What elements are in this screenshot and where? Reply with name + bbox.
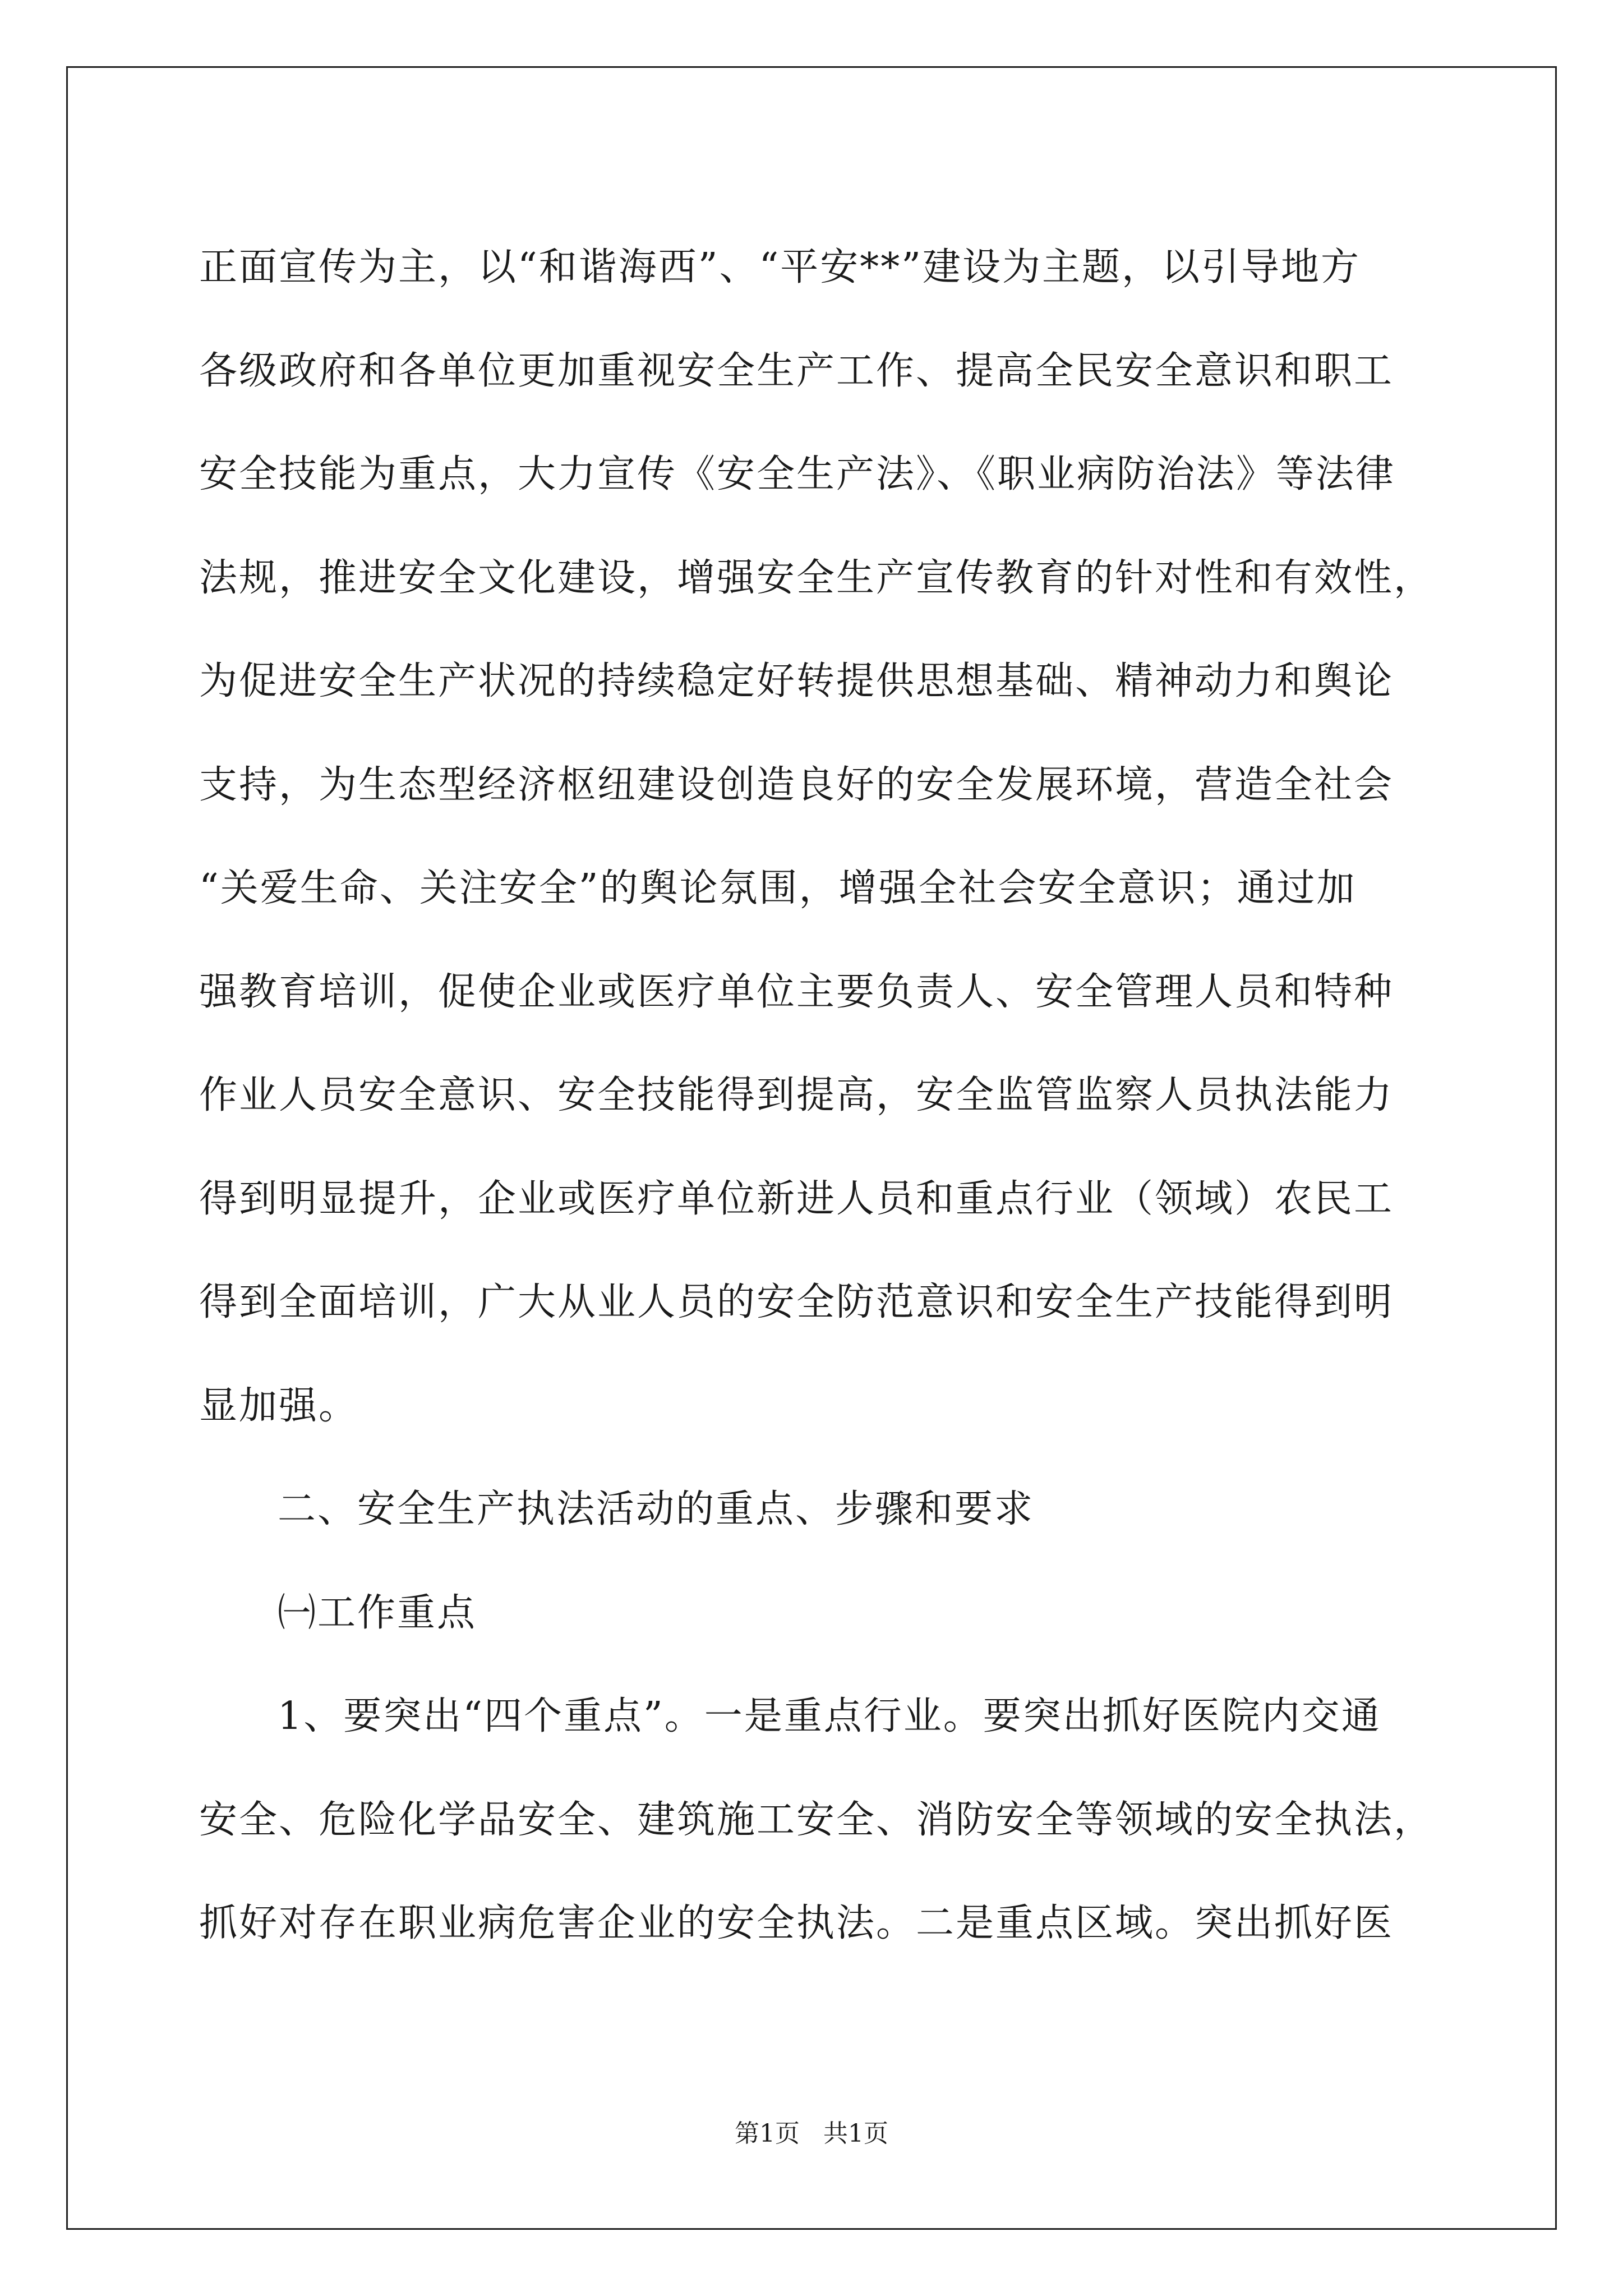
paragraph-line: 1、要突出“四个重点”。一是重点行业。要突出抓好医院内交通 <box>278 1694 1381 1738</box>
paragraph-line: 作业人员安全意识、安全技能得到提高，安全监管监察人员执法能力 <box>199 1073 1394 1117</box>
paragraph-line: 正面宣传为主，以“和谐海西”、“平安**”建设为主题，以引导地方 <box>199 245 1361 289</box>
document-body <box>199 216 1433 1976</box>
paragraph-line: 强教育培训，促使企业或医疗单位主要负责人、安全管理人员和特种 <box>199 969 1394 1014</box>
paragraph-line: 各级政府和各单位更加重视安全生产工作、提高全民安全意识和职工 <box>199 348 1394 393</box>
paragraph-line: 支持，为生态型经济枢纽建设创造良好的安全发展环境，营造全社会 <box>199 762 1394 807</box>
paragraph-line: 得到全面培训，广大从业人员的安全防范意识和安全生产技能得到明 <box>199 1280 1394 1324</box>
paragraph-line: 为促进安全生产状况的持续稳定好转提供思想基础、精神动力和舆论 <box>199 659 1394 703</box>
page-footer: 第1页 共1页 <box>735 2119 888 2148</box>
paragraph-line: 安全技能为重点，大力宣传《安全生产法》、《职业病防治法》等法律 <box>199 452 1396 496</box>
paragraph-line: 显加强。 <box>199 1383 359 1428</box>
paragraph-line: 得到明显提升，企业或医疗单位新进人员和重点行业（领域）农民工 <box>199 1176 1394 1221</box>
subsection-heading: ㈠工作重点 <box>278 1590 477 1635</box>
paragraph-line: 法规，推进安全文化建设，增强安全生产宣传教育的针对性和有效性， <box>199 555 1434 600</box>
paragraph-line: 抓好对存在职业病危害企业的安全执法。二是重点区域。突出抓好医 <box>199 1901 1394 1945</box>
paragraph-line: “关爱生命、关注安全”的舆论氛围，增强全社会安全意识；通过加 <box>199 866 1357 910</box>
paragraph-line: 安全、危险化学品安全、建筑施工安全、消防安全等领域的安全执法， <box>199 1797 1434 1842</box>
section-heading: 二、安全生产执法活动的重点、步骤和要求 <box>278 1487 1035 1531</box>
